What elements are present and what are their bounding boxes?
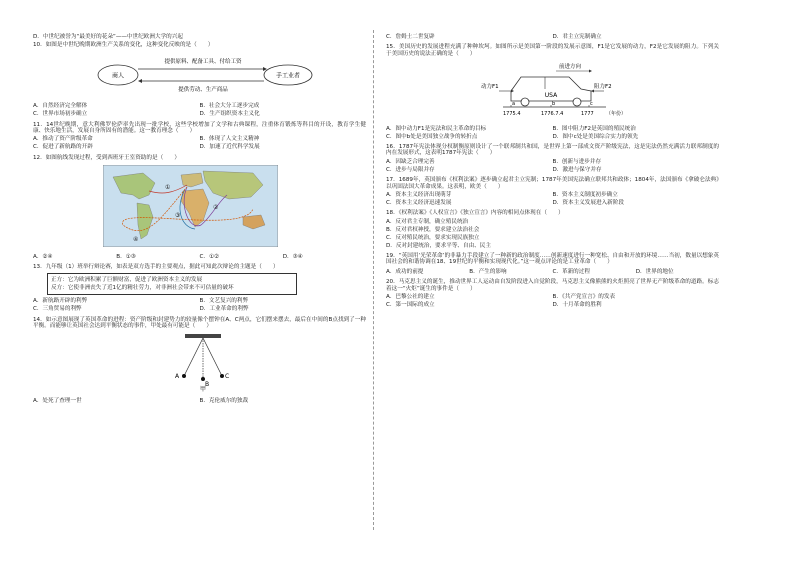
pendulum-beam <box>185 334 221 338</box>
pro-argument: 正方：它为欧洲积累了巨额财富，促进了欧洲资本主义的发展 <box>51 277 203 284</box>
option-b[interactable]: B．产生的影响 <box>469 268 507 275</box>
question-stem: 17．1689年，英国颁布《权利法案》逐步确立起君主立宪制；1787年美国宪法确立联邦共和政体；1804年，法国颁布《拿破仑法典》以巩固法国大革命成果。这表明，欧美（ ） <box>386 177 719 190</box>
option-a[interactable]: A．自然经济完全解体 <box>33 103 88 110</box>
direction-arrow-head <box>589 70 592 73</box>
options <box>33 103 366 117</box>
option-b[interactable]: B．体现了人文主义精神 <box>199 136 260 143</box>
option-a[interactable]: A．图中动力F1是宪法和民主革命的目标 <box>386 125 487 132</box>
options <box>386 219 719 249</box>
option-c[interactable]: C．三角贸易的利弊 <box>33 306 82 313</box>
option-c[interactable]: C．第一国际的成立 <box>386 302 435 309</box>
car-wheel-rear <box>521 98 529 106</box>
options <box>33 254 366 260</box>
question-11 <box>33 122 366 151</box>
con-argument: 反方：它使非洲丧失了近1亿的精壮劳力，对非洲社会带来不可估量的破坏 <box>51 284 234 291</box>
option-c[interactable]: C．资本主义经济迅速发展 <box>386 199 452 206</box>
force2-label: 阻力F2 <box>594 84 612 91</box>
year-label-b: 1776.7.4 <box>541 111 564 118</box>
option-b[interactable]: B．创新与进步并存 <box>552 158 602 165</box>
artisan-label: 手工业者 <box>275 72 301 80</box>
route-label-2: ② <box>213 204 219 212</box>
question-12 <box>33 155 366 260</box>
voyage-map <box>33 165 366 249</box>
options <box>386 126 719 140</box>
force2-arrow-head <box>591 90 594 93</box>
question-stem: 18．《权利法案》《人权宣言》《独立宣言》内容的相同点体现在（ ） <box>386 210 564 217</box>
year-label-a: 1775.4 <box>503 111 521 118</box>
option-b[interactable]: B．社会大分工逐步完成 <box>199 103 260 110</box>
option-a[interactable]: A．反对君主专制，确立殖民统治 <box>386 218 469 225</box>
question-stem: 14．如示意图展现了英国革命的进程：资产阶级和封建势力的较量像个摆钟在A、C两点，它们摆来摆去，最后在中间的B点找到了一种平衡。而能够让英国社会达到平衡状态的事件，甲处最有可能是（ ） <box>33 316 366 330</box>
point-a-label: A <box>175 372 180 380</box>
question-9-tail <box>33 34 366 40</box>
pendulum-diagram <box>33 334 366 394</box>
question-stem: 20．马克思主义的诞生，推动世界工人运动由自发阶段进入自觉阶段，马克思主义像熊熊的火炬照亮了世界无产阶级革命的道路。标志着这一“火炬”诞生的事件是（ ） <box>386 279 719 292</box>
axis-unit-label: （年份） <box>606 111 627 118</box>
options <box>33 298 366 312</box>
route-label-4: ④ <box>133 236 139 244</box>
question-14 <box>33 317 366 405</box>
option-b[interactable]: B．反对君权神授，要求建立法治社会 <box>386 226 480 233</box>
question-18 <box>386 210 719 249</box>
point-b-label: b <box>552 101 556 108</box>
options <box>386 159 719 173</box>
question-stem: 15．美国历史的发展进程充满了种种坎坷。如图所示是美国第一阶段的发展示意图，F1是它发展的动力，F2是它发展的阻力。下列关于美国历史的说法正确的是（ ） <box>386 44 719 57</box>
option-d[interactable]: D．世界的地位 <box>635 268 674 275</box>
question-14-tail-options <box>386 34 719 40</box>
direction-label: 前进方向 <box>559 64 582 71</box>
question-stem: 16．1787年宪法体现分权制衡原则设计了一个联邦制共和国，是世界上第一部成文资产阶级宪法，这是宪法仍然充满活力联邦制度的内在发展形式，这表明1787年宪法（ ） <box>386 144 719 157</box>
question-stem: 11．14世纪晚期，意大利佛罗伦萨率先出现一批学校，这些学校增加了文学和古典课程，注重体育锻炼等科目的开设，教育学生健康、快乐地生活，发展自身所固有的潜能。这一教育理念（ ） <box>33 121 366 135</box>
car-wheel-front <box>573 98 581 106</box>
question-10 <box>33 42 366 117</box>
point-c-label: C <box>225 372 230 380</box>
option-text: D．中世纪被誉为“最美好的花朵”——中世纪欧洲大学的兴起 <box>33 34 183 40</box>
option-d[interactable]: D．生产组织资本主义化 <box>199 111 260 118</box>
production-relation-diagram <box>33 53 366 99</box>
point-c-label: c <box>590 101 593 108</box>
option-a[interactable]: A．新航路开辟的利弊 <box>33 298 88 305</box>
question-15 <box>386 44 719 140</box>
pendulum-svg <box>168 334 238 392</box>
option-a[interactable]: A．②④ <box>33 253 53 260</box>
option-d[interactable]: D．资本主义发展进入新阶段 <box>552 199 624 206</box>
options <box>33 398 366 404</box>
force1-label: 动力F1 <box>481 84 499 91</box>
option-a[interactable]: A．资本主义经济出现萌芽 <box>386 192 452 199</box>
pendulum-string-a <box>184 338 203 376</box>
route-label-3: ③ <box>175 212 181 220</box>
year-label-c: 1777 <box>581 111 594 118</box>
option-c[interactable]: C．詹姆士二世复辟 <box>386 34 435 40</box>
option-b[interactable]: B．图中阻力F2是英国的殖民统治 <box>552 125 636 132</box>
option-d[interactable]: D．图中c处是美国综合实力的领先 <box>552 133 639 140</box>
question-stem: 19．“英国用‘光荣革命’的非暴力手段建立了一种新的政治制度……创新速度进行一种宽松、自由和开放的环境……当初，数量以想象英国社会的和谐协调在18、19世纪的平衡和实现现代化。”这一观点评论的是工业革命（ ） <box>386 253 719 266</box>
option-d[interactable]: D．君主立宪制确立 <box>552 34 602 40</box>
pendulum-bob-c <box>220 374 224 378</box>
option-c[interactable]: C．反对殖民统治，要求实现民族独立 <box>386 234 480 241</box>
usa-car-diagram <box>386 61 719 121</box>
option-a[interactable]: A．巴黎公社的建立 <box>386 294 435 301</box>
option-c[interactable]: C．①② <box>199 253 220 260</box>
option-a[interactable]: A．处死了查理一世 <box>33 397 82 404</box>
pendulum-caption: 甲 <box>199 385 207 392</box>
options <box>386 192 719 206</box>
right-column <box>386 34 719 312</box>
question-13 <box>33 264 366 313</box>
car-label: USA <box>544 92 558 100</box>
voyage-map-svg <box>103 165 278 247</box>
question-20 <box>386 279 719 308</box>
top-arrow-label: 提供原料、配备工具、付给工资 <box>164 58 242 65</box>
pendulum-string-c <box>203 338 222 376</box>
question-stem: 13．九年级（1）班举行辩论赛，如表是双方选手的主要观点，据此可知此次辩论的主题是（ ） <box>33 264 279 271</box>
option-b[interactable]: B．文艺复兴的利弊 <box>199 298 249 305</box>
option-b[interactable]: B．克伦威尔的独裁 <box>199 397 249 404</box>
debate-box <box>47 273 297 295</box>
pendulum-bob-a <box>182 374 186 378</box>
options <box>33 136 366 150</box>
merchant-label: 商人 <box>111 72 125 80</box>
production-diagram-svg <box>33 53 363 97</box>
left-column <box>33 34 366 408</box>
question-stem: 10．如图是中世纪晚期欧洲生产关系的变化，这种变化反映的是（ ） <box>33 42 214 49</box>
option-d[interactable]: D．激进与保守并存 <box>552 166 602 173</box>
option-d[interactable]: D．反对封建统治，要求平等、自由、民主 <box>386 242 491 249</box>
point-b-label: B <box>205 380 210 388</box>
option-c[interactable]: C．进步与局限并存 <box>386 166 435 173</box>
options <box>386 294 719 308</box>
question-19 <box>386 253 719 275</box>
question-stem: 12．如图航线发现过程，受到西班牙王室资助的是（ ） <box>33 154 180 161</box>
option-c[interactable]: C．促进了新航路的开辟 <box>33 144 93 151</box>
option-c[interactable]: C．世界市场初步确立 <box>33 111 88 118</box>
option-b[interactable]: B．资本主义制度初步确立 <box>552 192 618 199</box>
option-c[interactable]: C．图中b处是美国独立战争的转折点 <box>386 133 478 140</box>
point-a-label: a <box>512 101 516 108</box>
option-a[interactable]: A．推动了资产阶级革命 <box>33 136 93 143</box>
options <box>386 269 719 275</box>
option-d[interactable]: D．工业革命的利弊 <box>199 306 249 313</box>
question-16 <box>386 144 719 173</box>
option-a[interactable]: A．成功的前提 <box>386 268 424 275</box>
option-d[interactable]: D．③④ <box>282 253 303 260</box>
bottom-arrow-head <box>138 79 142 83</box>
option-d[interactable]: D．加速了近代科学发展 <box>199 144 260 151</box>
option-a[interactable]: A．因缺乏合理完善 <box>386 158 435 165</box>
route-label-1: ① <box>165 184 171 192</box>
option-c[interactable]: C．革新的过程 <box>552 268 590 275</box>
usa-car-svg <box>481 61 641 119</box>
question-17 <box>386 177 719 206</box>
bottom-arrow-label: 提供劳动、生产商品 <box>178 86 228 93</box>
option-b[interactable]: B．①③ <box>116 253 136 260</box>
option-b[interactable]: B．《共产党宣言》的发表 <box>552 294 616 301</box>
option-d[interactable]: D．十月革命的胜利 <box>552 302 602 309</box>
column-divider <box>373 30 374 530</box>
